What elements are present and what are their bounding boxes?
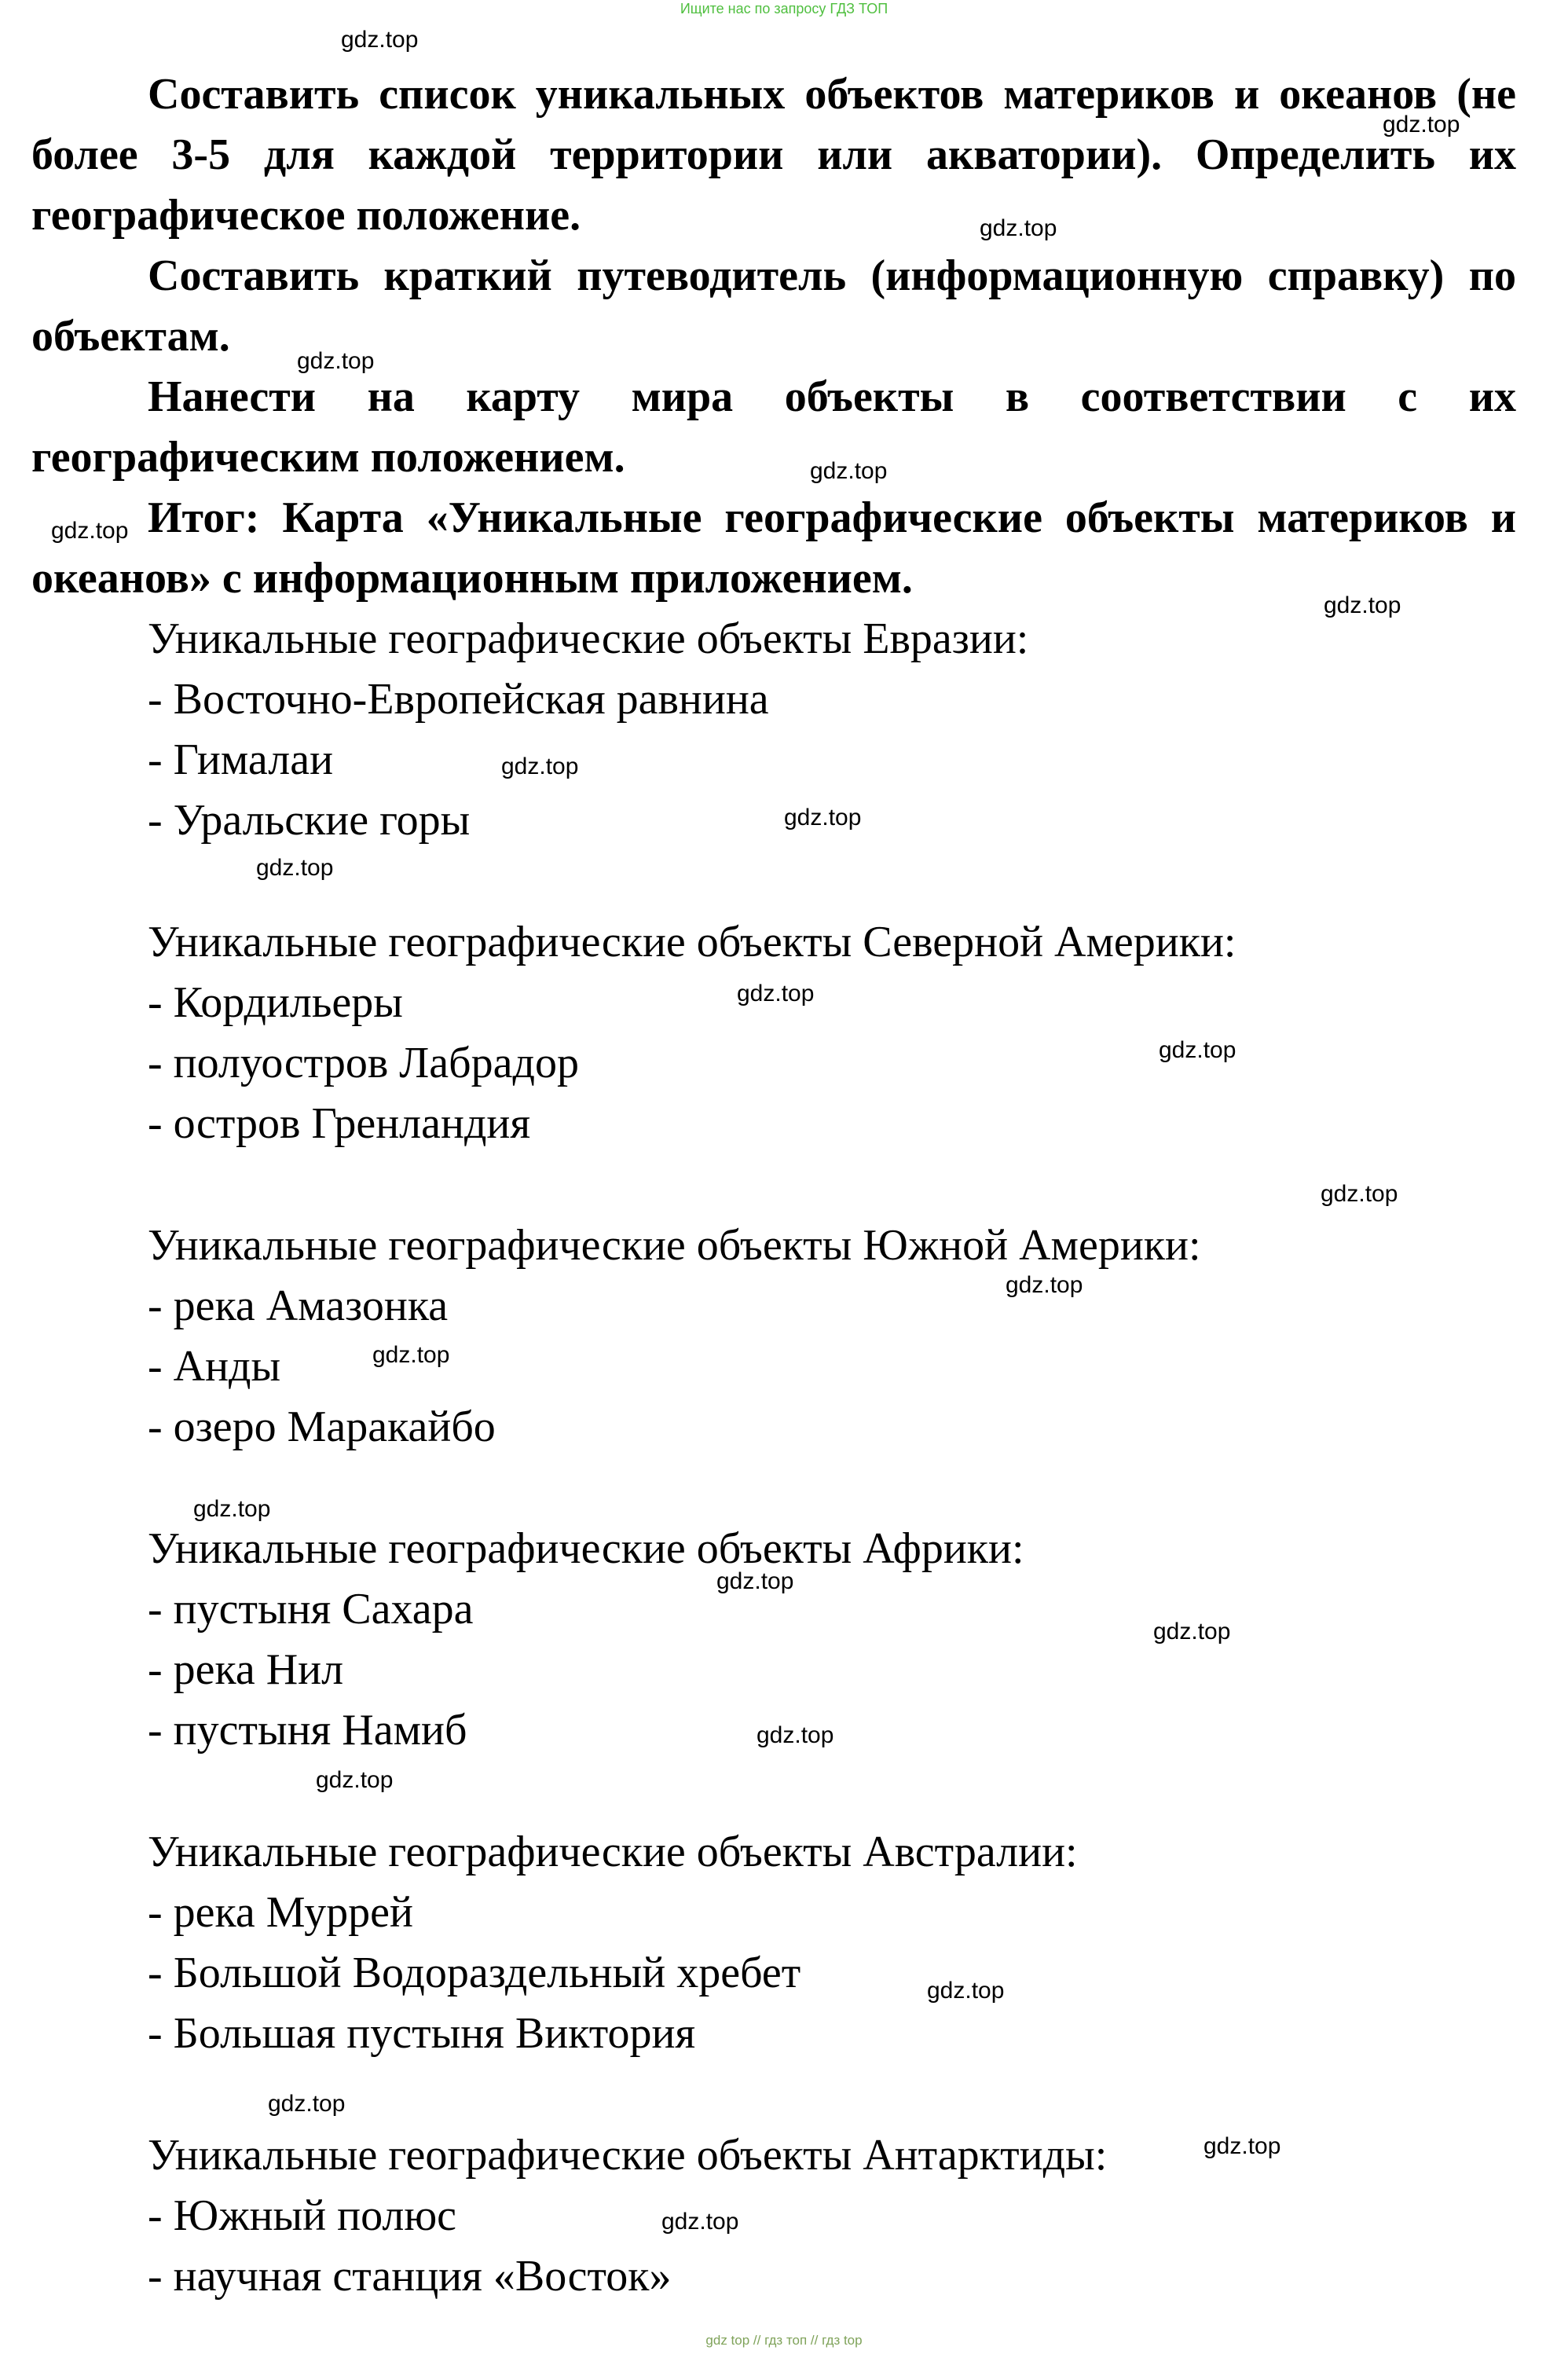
section-heading: Уникальные географические объекты Северной Америки: — [148, 918, 1236, 966]
section-heading: Уникальные географические объекты Австралии: — [148, 1828, 1078, 1876]
watermark: gdz.top — [501, 754, 579, 779]
list-item: - река Амазонка — [148, 1282, 449, 1330]
watermark: gdz.top — [661, 2209, 739, 2235]
watermark: gdz.top — [980, 215, 1057, 241]
list-item: - полуостров Лабрадор — [148, 1039, 579, 1087]
watermark: gdz.top — [1153, 1619, 1231, 1644]
watermark: gdz.top — [757, 1722, 834, 1748]
task-paragraph-1: Составить список уникальных объектов материков и океанов (не более 3-5 для каждой территории или акватории). Определить их географическое положение. — [31, 70, 1516, 240]
watermark: gdz.top — [784, 805, 862, 830]
section-africa — [148, 1519, 1024, 1761]
top-banner: Ищите нас по запросу ГДЗ ТОП — [680, 1, 888, 16]
watermark: gdz.top — [737, 981, 815, 1006]
section-heading: Уникальные географические объекты Евразии: — [148, 614, 1029, 663]
watermark: gdz.top — [256, 855, 334, 881]
watermark: gdz.top — [1383, 112, 1460, 138]
section-australia — [148, 1822, 1078, 2064]
footer: gdz top // гдз топ // гдз top — [705, 2333, 863, 2348]
list-item: - Южный полюс — [148, 2191, 457, 2240]
task-result: Итог: Карта «Уникальные географические объекты материков и океанов» с информационным приложением. — [31, 493, 1516, 603]
watermark: gdz.top — [268, 2091, 346, 2117]
watermark: gdz.top — [1203, 2133, 1281, 2159]
watermark: gdz.top — [372, 1342, 450, 1368]
list-item: - научная станция «Восток» — [148, 2252, 672, 2301]
list-item: - озеро Маракайбо — [148, 1402, 496, 1451]
list-item: - Кордильеры — [148, 978, 403, 1027]
list-item: - Восточно-Европейская равнина — [148, 675, 769, 724]
watermark: gdz.top — [1324, 592, 1401, 618]
task-paragraph-3: Нанести на карту мира объекты в соответствии с их географическим положением. — [31, 372, 1516, 482]
section-south-america — [148, 1216, 1201, 1458]
section-eurasia — [148, 609, 1028, 851]
section-heading: Уникальные географические объекты Антарктиды: — [148, 2131, 1108, 2180]
watermark: gdz.top — [1321, 1181, 1398, 1207]
watermark: gdz.top — [297, 348, 375, 374]
watermark: gdz.top — [316, 1767, 394, 1793]
task-paragraph-2: Составить краткий путеводитель (информационную справку) по объектам. — [31, 251, 1516, 361]
list-item: - пустыня Сахара — [148, 1585, 474, 1634]
list-item: - остров Гренландия — [148, 1099, 531, 1148]
watermark: gdz.top — [716, 1568, 794, 1594]
section-heading: Уникальные географические объекты Африки: — [148, 1524, 1024, 1573]
list-item: - Большая пустыня Виктория — [148, 2009, 696, 2058]
list-item: - река Нил — [148, 1645, 344, 1694]
watermark: gdz.top — [810, 458, 888, 484]
watermark: gdz.top — [1159, 1037, 1236, 1063]
list-item: - Гималаи — [148, 735, 334, 784]
list-item: - Большой Водораздельный хребет — [148, 1949, 801, 1997]
list-item: - пустыня Намиб — [148, 1706, 467, 1754]
watermark: gdz.top — [51, 518, 129, 544]
list-item: - река Муррей — [148, 1888, 413, 1937]
watermark: gdz.top — [341, 27, 419, 53]
section-heading: Уникальные географические объекты Южной Америки: — [148, 1221, 1201, 1270]
list-item: - Уральские горы — [148, 796, 471, 845]
watermark: gdz.top — [193, 1496, 271, 1522]
section-north-america — [148, 912, 1236, 1154]
watermark: gdz.top — [1006, 1272, 1083, 1298]
watermark: gdz.top — [927, 1978, 1005, 2004]
section-antarctica — [148, 2125, 1107, 2307]
list-item: - Анды — [148, 1342, 281, 1391]
